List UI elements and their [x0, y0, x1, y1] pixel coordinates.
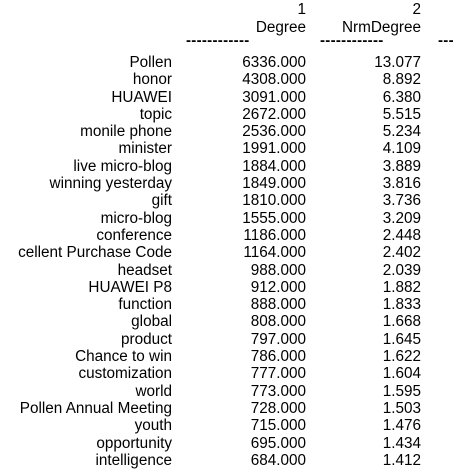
table-row: [0, 210, 474, 227]
nrmdegree-value: 3.736: [382, 192, 421, 210]
table-row: [0, 452, 474, 469]
table-row: [0, 313, 474, 330]
degree-value: 728.000: [250, 399, 306, 417]
degree-value: 1810.000: [242, 192, 306, 210]
table-row: [0, 244, 474, 261]
table-row: [0, 279, 474, 296]
table-row: [0, 331, 474, 348]
nrmdegree-value: 1.645: [382, 330, 421, 348]
term-label: Chance to win: [75, 348, 172, 366]
degree-value: 2672.000: [242, 105, 306, 123]
term-label: product: [120, 330, 172, 348]
nrmdegree-value: 1.882: [382, 278, 421, 296]
nrmdegree-column-number: 2: [412, 1, 421, 18]
term-label: Pollen: [129, 54, 172, 71]
nrmdegree-value: 13.077: [374, 54, 421, 71]
term-label: function: [118, 296, 172, 314]
nrmdegree-value: 5.515: [382, 105, 421, 123]
next-column-underline: ---: [438, 32, 454, 49]
table-row: [0, 262, 474, 279]
table-row: [0, 435, 474, 452]
term-label: topic: [139, 105, 172, 123]
nrmdegree-value: 5.234: [382, 123, 421, 141]
term-label: HUAWEI P8: [88, 278, 172, 296]
nrmdegree-value: 1.476: [382, 417, 421, 435]
term-label: winning yesterday: [49, 175, 172, 193]
degree-value: 786.000: [250, 348, 306, 366]
degree-value: 3091.000: [242, 88, 306, 106]
table-row: [0, 158, 474, 175]
degree-value: 988.000: [250, 261, 306, 279]
table-row: [0, 348, 474, 365]
term-label: monile phone: [80, 123, 172, 141]
nrmdegree-value: 4.109: [382, 140, 421, 158]
degree-value: 1991.000: [242, 140, 306, 158]
table-row: [0, 71, 474, 88]
degree-value: 695.000: [250, 434, 306, 452]
degree-value: 4308.000: [242, 71, 306, 89]
degree-value: 888.000: [250, 296, 306, 314]
term-label: Pollen Annual Meeting: [19, 399, 172, 417]
table-row: [0, 106, 474, 123]
table-row: [0, 383, 474, 400]
nrmdegree-value: 1.668: [382, 313, 421, 331]
degree-value: 773.000: [250, 382, 306, 400]
degree-value: 808.000: [250, 313, 306, 331]
nrmdegree-value: 2.402: [382, 244, 421, 262]
term-label: live micro-blog: [73, 157, 172, 175]
nrmdegree-value: 1.622: [382, 348, 421, 366]
nrmdegree-value: 1.412: [382, 451, 421, 469]
term-label: global: [131, 313, 172, 331]
nrmdegree-value: 3.816: [382, 175, 421, 193]
nrmdegree-value: 6.380: [382, 88, 421, 106]
table-row: [0, 192, 474, 209]
term-label: gift: [151, 192, 172, 210]
nrmdegree-value: 1.604: [382, 365, 421, 383]
degree-column-number: 1: [297, 1, 306, 18]
term-label: customization: [78, 365, 172, 383]
nrmdegree-column-underline: ------------: [320, 32, 384, 49]
nrmdegree-value: 3.889: [382, 157, 421, 175]
nrmdegree-value: 2.448: [382, 226, 421, 244]
degree-value: 797.000: [250, 330, 306, 348]
nrmdegree-value: 1.434: [382, 434, 421, 452]
table-row: [0, 417, 474, 434]
table-row: [0, 296, 474, 313]
degree-column-underline: ------------: [186, 32, 250, 49]
table-row: [0, 365, 474, 382]
degree-value: 912.000: [250, 278, 306, 296]
term-label: cellent Purchase Code: [18, 244, 172, 262]
term-label: world: [135, 382, 172, 400]
degree-value: 1164.000: [243, 244, 306, 262]
degree-value: 715.000: [250, 417, 306, 435]
nrmdegree-value: 8.892: [382, 71, 421, 89]
degree-value: 2536.000: [242, 123, 306, 141]
term-label: HUAWEI: [111, 88, 172, 106]
table-row: [0, 140, 474, 157]
term-label: minister: [118, 140, 172, 158]
degree-column-header: Degree: [255, 19, 306, 36]
nrmdegree-column-header: NrmDegree: [341, 19, 421, 36]
nrmdegree-value: 1.503: [382, 399, 421, 417]
degree-value: 684.000: [250, 451, 306, 469]
degree-value: 1555.000: [242, 209, 306, 227]
nrmdegree-value: 1.595: [382, 382, 421, 400]
table-row: [0, 175, 474, 192]
term-label: conference: [96, 226, 172, 244]
term-label: headset: [117, 261, 172, 279]
degree-value: 6336.000: [242, 54, 306, 71]
degree-value: 777.000: [250, 365, 306, 383]
degree-value: 1186.000: [243, 226, 306, 244]
term-label: honor: [132, 71, 172, 89]
table-row: [0, 89, 474, 106]
nrmdegree-value: 2.039: [382, 261, 421, 279]
table-row: [0, 123, 474, 140]
degree-value: 1884.000: [242, 157, 306, 175]
degree-table-body: [0, 54, 474, 469]
table-row: [0, 54, 474, 71]
table-row: [0, 227, 474, 244]
term-label: youth: [134, 417, 172, 435]
nrmdegree-value: 1.833: [382, 296, 421, 314]
table-row: [0, 400, 474, 417]
term-label: intelligence: [95, 451, 172, 469]
term-label: opportunity: [96, 434, 172, 452]
term-label: micro-blog: [100, 209, 172, 227]
nrmdegree-value: 3.209: [382, 209, 421, 227]
degree-value: 1849.000: [242, 175, 306, 193]
